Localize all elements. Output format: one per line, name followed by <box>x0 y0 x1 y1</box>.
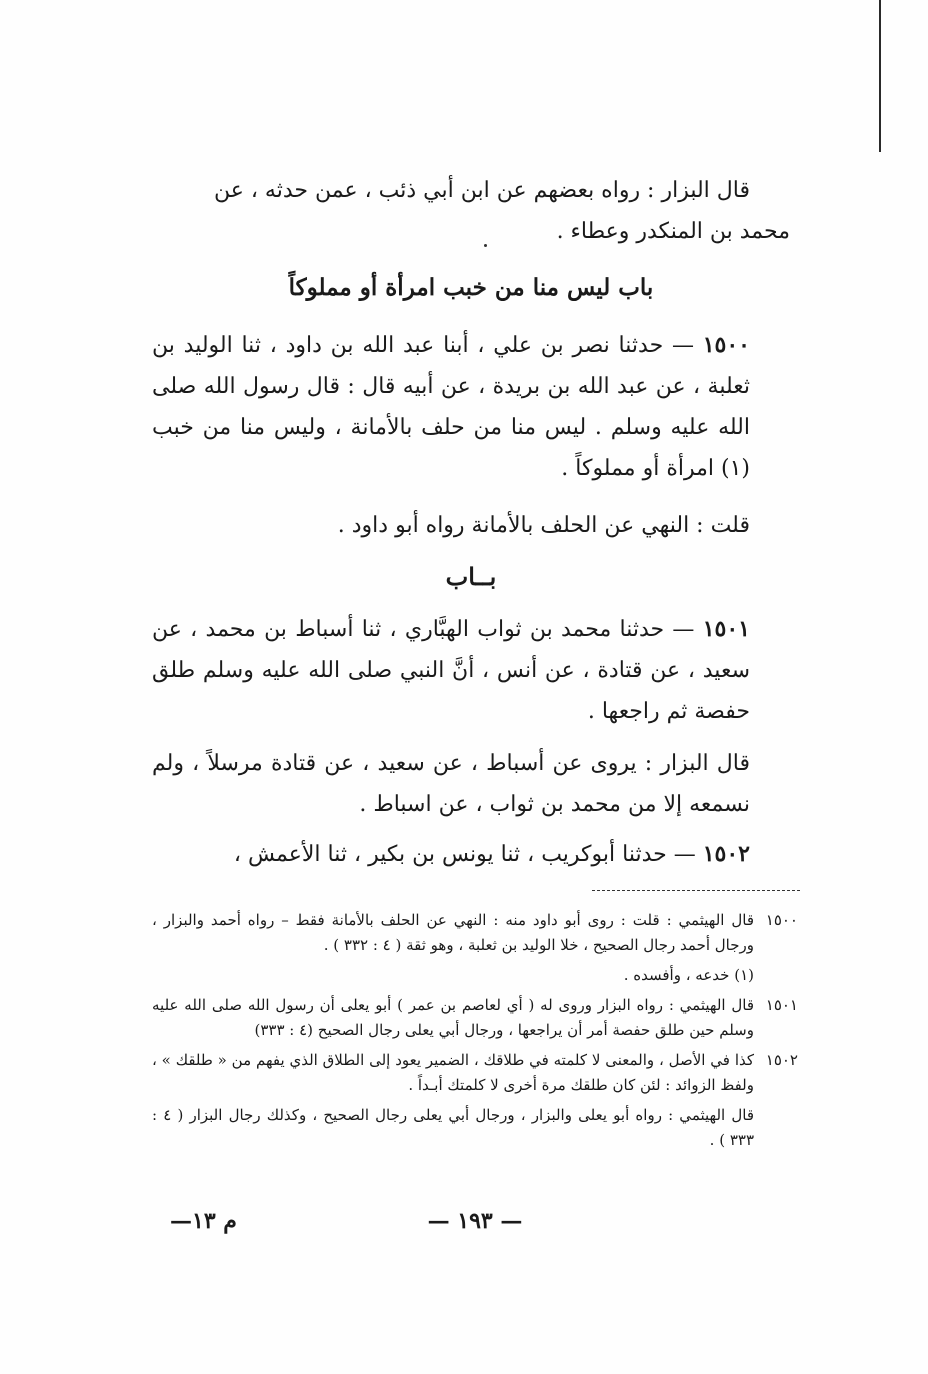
hadith-paragraph <box>152 325 790 489</box>
qult-text: قلت : النهي عن الحلف بالأمانة رواه أبو داود . <box>337 513 750 538</box>
hadith-1501 <box>152 609 790 732</box>
footnote <box>152 1048 798 1098</box>
hadith-number: ١٥٠٢ <box>702 841 750 867</box>
footnote-number: ١٥٠٢ <box>765 1051 798 1069</box>
footnote-number: ١٥٠١ <box>765 996 798 1014</box>
signature-mark: م ١٣— <box>170 1208 237 1234</box>
footnote <box>152 993 798 1043</box>
intro-line-1: قال البزار : رواه بعضهم عن ابن أبي ذئب ، عمن حدثه ، عن <box>213 178 750 203</box>
hadith-1500 <box>152 325 790 489</box>
footnote-number: ١٥٠٠ <box>765 911 798 929</box>
hadith-text: — حدثنا محمد بن ثواب الهبَّاري ، ثنا أسباط بن محمد ، عن سعيد ، عن قتادة ، عن أنس ، أنَّ النبي صلى الله عليه وسلم طلق حفصة ثم راجعها . <box>152 617 750 724</box>
hadith-paragraph <box>152 834 790 875</box>
footnote-text: قال الهيثمي : رواه أبو يعلى والبزار ، ورجال أبي يعلى رجال الصحيح ، وكذلك رجال البزار ( ٤ : ٣٣٣ ) . <box>152 1106 754 1149</box>
footnotes <box>152 908 798 1158</box>
hadith-number: ١٥٠٠ <box>702 332 750 358</box>
hadith-text: — حدثنا أبوكريب ، ثنا يونس بن بكير ، ثنا الأعمش ، <box>233 842 696 867</box>
page-footer <box>152 1208 798 1242</box>
footnote-sub <box>152 963 798 988</box>
footnote <box>152 908 798 958</box>
hadith-number: ١٥٠١ <box>702 616 750 642</box>
footnote-text: كذا في الأصل ، والمعنى لا كلمته في طلاقك ، الضمير يعود إلى الطلاق الذي يفهم من « طلقك » ، ولفظ الزوائد : لئن كان طلقك مرة أخرى لا كلمتك أبـداً . <box>152 1051 754 1094</box>
bazzar-comment <box>152 743 790 825</box>
footnote-text: (١) خدعه ، وأفسده . <box>623 966 754 984</box>
bazzar-text: قال البزار : يروى عن أسباط ، عن سعيد ، عن قتادة مرسلاً ، ولم نسمعه إلا من محمد بن ثواب ، عن اسباط . <box>152 751 750 817</box>
hadith-paragraph <box>152 609 790 732</box>
page-number: — ١٩٣ — <box>427 1208 523 1234</box>
hadith-text: — حدثنا نصر بن علي ، أبنا عبد الله بن داود ، ثنا الوليد بن ثعلبة ، عن عبد الله بن بريدة ، عن أبيه قال : قال رسول الله صلى الله عليه وسلم . ليس منا من حلف بالأمانة ، وليس منا من خبب (١) امرأة أو مملوكاً . <box>152 333 750 481</box>
intro-line-2: محمد بن المنكدر وعطاء . <box>556 219 790 244</box>
footnote-text: قال الهيثمي : قلت : روى أبو داود منه : النهي عن الحلف بالأمانة فقط – رواه أحمد والبزار ، ورجال أحمد رجال الصحيح ، خلا الوليد بن ثعلبة ، وهو ثقة ( ٤ : ٣٣٢ ) . <box>152 911 754 954</box>
section-heading-1: باب ليس منا من خبب امرأة أو مملوكاً <box>288 274 654 301</box>
footnote-separator <box>592 890 800 891</box>
intro-paragraph <box>152 170 790 252</box>
page-edge-line <box>879 0 881 152</box>
qult-paragraph <box>152 505 790 546</box>
footnote-text: قال الهيثمي : رواه البزار وروى له ( أي لعاصم بن عمر ) أبو يعلى أن رسول الله صلى الله عليه وسلم حين طلق حفصة أمر أن يراجعها ، ورجال أبي يعلى رجال الصحيح (٤ : ٣٣٣) <box>152 996 754 1039</box>
footnote-sub <box>152 1103 798 1153</box>
hadith-1502 <box>152 834 790 875</box>
section-heading-2: بــاب <box>445 562 497 591</box>
